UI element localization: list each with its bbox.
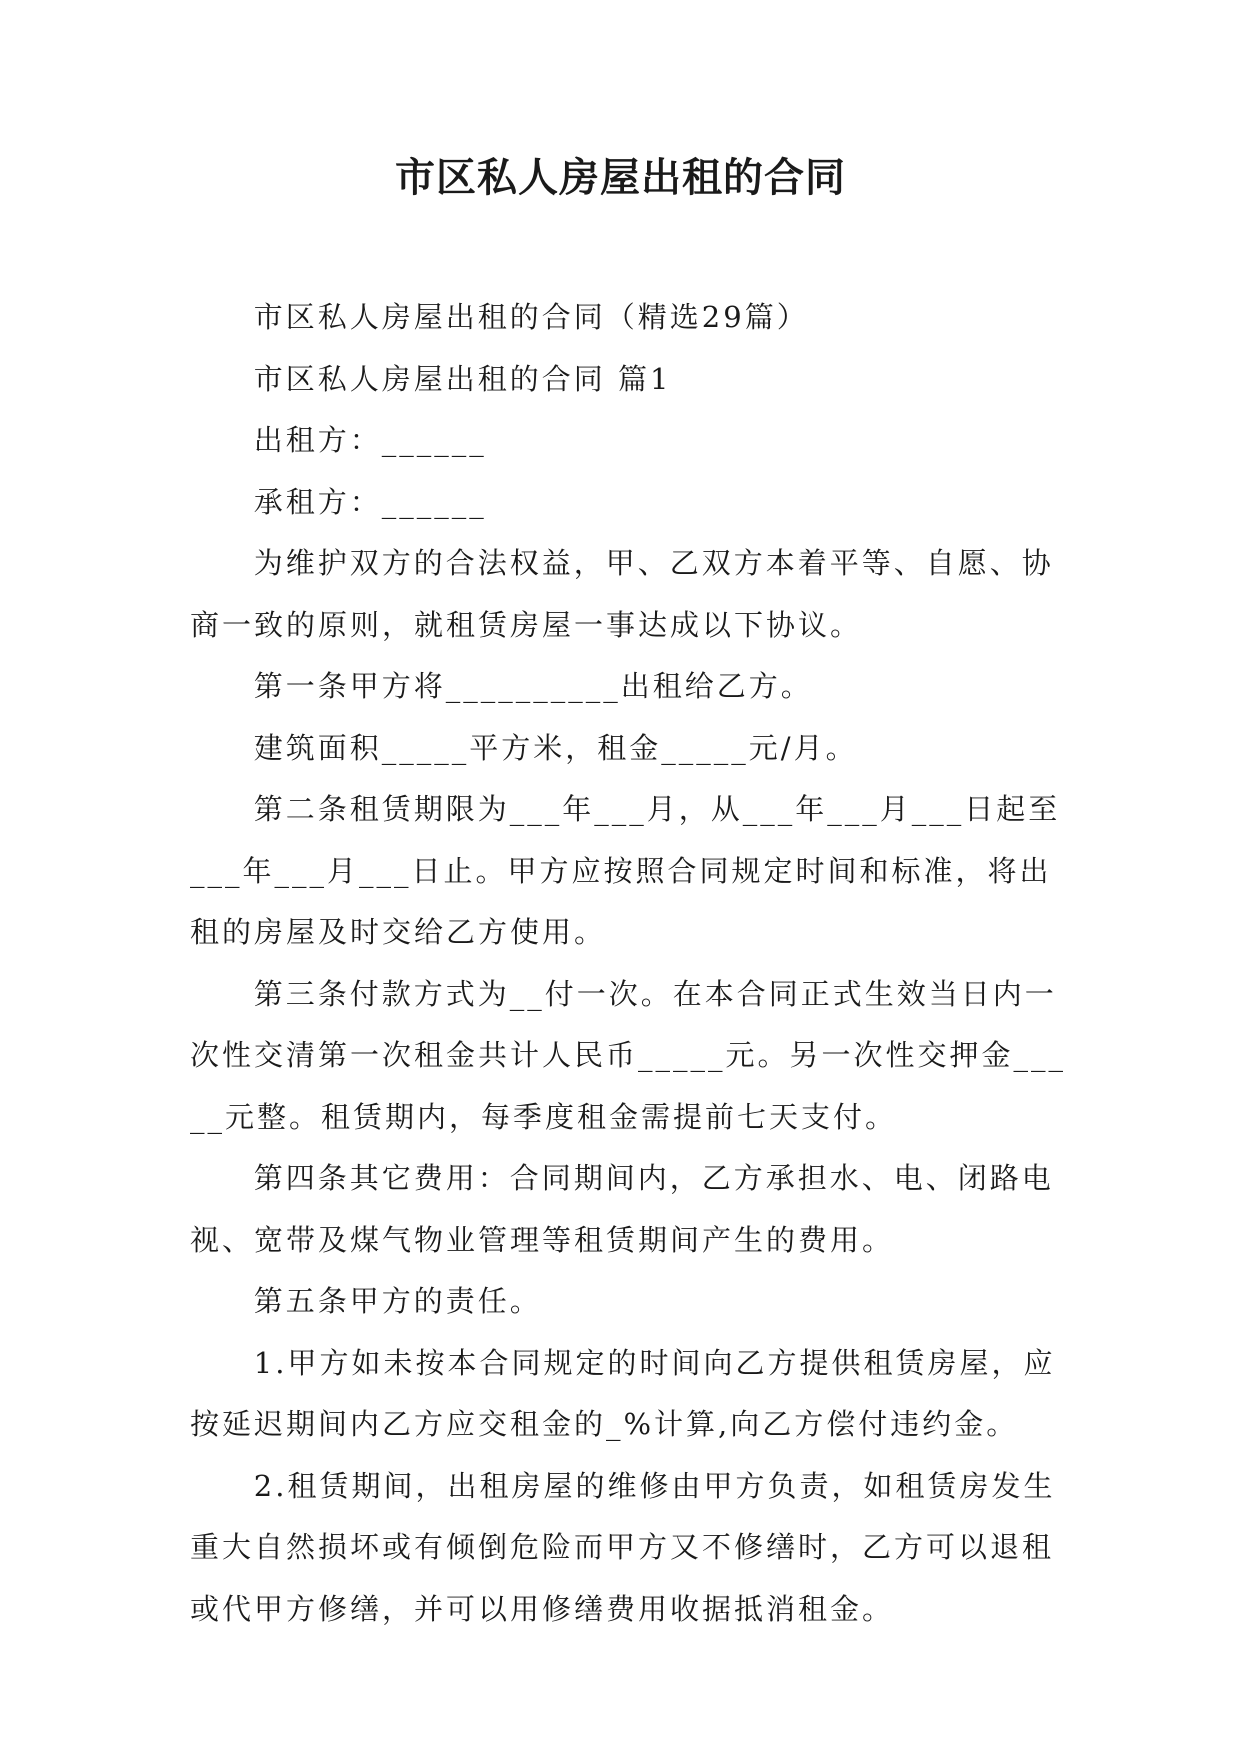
paragraph-lessor: 出租方：______ — [253, 423, 487, 457]
paragraph-subtitle: 市区私人房屋出租的合同（精选29篇） — [253, 300, 809, 334]
paragraph-article-1: 第一条甲方将__________出租给乙方。 — [253, 669, 813, 703]
document-body — [190, 287, 1066, 1640]
document-title: 市区私人房屋出租的合同 — [395, 154, 846, 201]
paragraph-article-4: 第四条其它费用：合同期间内，乙方承担水、电、闭路电视、宽带及煤气物业管理等租赁期间产生的费用。 — [190, 1161, 1054, 1257]
paragraph-lessee: 承租方：______ — [253, 484, 487, 519]
paragraph-article-3: 第三条付款方式为__付一次。在本合同正式生效当日内一次性交清第一次租金共计人民币_____元。另一次性交押金_____元整。租赁期内，每季度租金需提前七天支付。 — [190, 976, 1067, 1134]
paragraph-clause-1: 1.甲方如未按本合同规定的时间向乙方提供租赁房屋，应按延迟期间内乙方应交租金的_%计算,向乙方偿付违约金。 — [190, 1345, 1056, 1441]
paragraph-section-heading: 市区私人房屋出租的合同 篇1 — [253, 361, 672, 396]
paragraph-article-5: 第五条甲方的责任。 — [253, 1284, 542, 1318]
paragraph-area-rent: 建筑面积_____平方米，租金_____元/月。 — [253, 730, 858, 765]
paragraph-clause-2: 2.租赁期间，出租房屋的维修由甲方负责，如租赁房发生重大自然损坏或有倾倒危险而甲方又不修缮时，乙方可以退租或代甲方修缮，并可以用修缮费用收据抵消租金。 — [190, 1468, 1056, 1626]
paragraph-article-2: 第二条租赁期限为___年___月，从___年___月___日起至___年___月___日止。甲方应按照合同规定时间和标准，将出租的房屋及时交给乙方使用。 — [190, 792, 1061, 949]
paragraph-preamble: 为维护双方的合法权益，甲、乙双方本着平等、自愿、协商一致的原则，就租赁房屋一事达成以下协议。 — [190, 546, 1054, 642]
